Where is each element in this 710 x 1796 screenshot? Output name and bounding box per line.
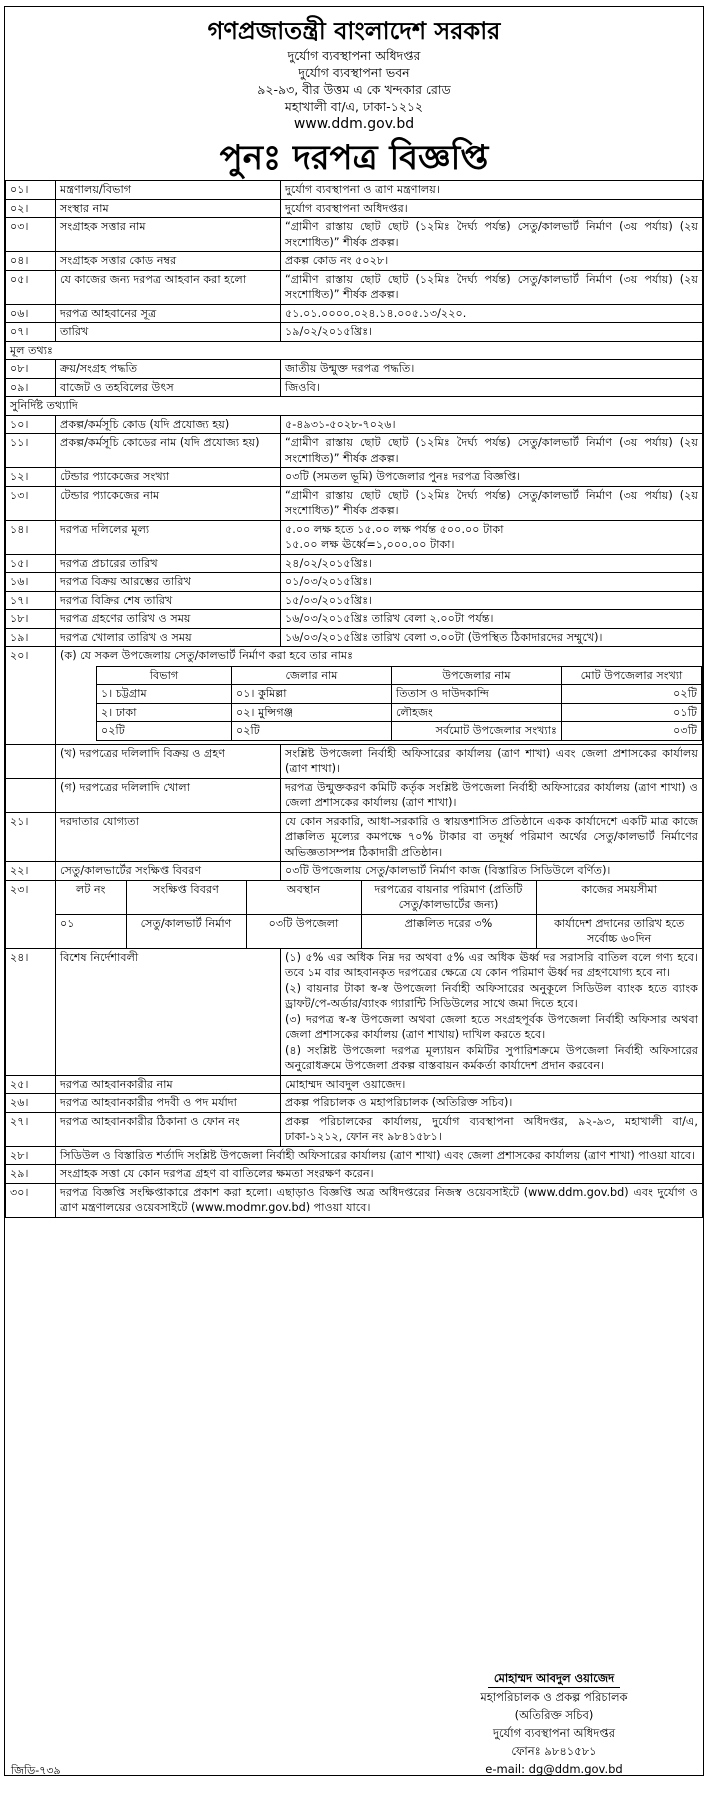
row-number: ০৬।	[6, 304, 56, 323]
row-number: ০১।	[6, 181, 56, 200]
row-value: জিওবি।	[281, 378, 703, 397]
government-name: গণপ্রজাতন্ত্রী বাংলাদেশ সরকার	[207, 17, 501, 45]
row-label: (গ) দরপত্রের দলিলাদি খোলা	[56, 778, 281, 812]
cell: সর্বমোট উপজেলার সংখ্যাঃ	[392, 722, 562, 741]
row-value	[281, 520, 703, 554]
upazila-row	[97, 685, 702, 704]
col-header: জেলার নাম	[232, 666, 392, 685]
row-value: দুর্যোগ ব্যবস্থাপনা অধিদপ্তর।	[281, 199, 703, 218]
table-row	[6, 1094, 703, 1113]
cell: ০২টি	[232, 722, 392, 741]
price-line-1: ৫.০০ লক্ষ হতে ১৫.০০ লক্ষ পর্যন্ত ৫০০.০০ টাকা	[285, 522, 504, 536]
upazila-intro: (ক) যে সকল উপজেলায় সেতু/কালভার্ট নির্মাণ করা হবে তার নামঃ	[60, 649, 354, 662]
col-header: কাজের সময়সীমা	[536, 881, 702, 915]
blank-cell	[6, 778, 56, 812]
row-number: ১১।	[6, 434, 56, 468]
col-header: অবস্থান	[246, 881, 361, 915]
signatory-rank: (অতিরিক্ত সচিব)	[514, 1708, 594, 1722]
row-number: ০৮।	[6, 360, 56, 379]
col-header: মোট উপজেলার সংখ্যা	[562, 666, 702, 685]
row-label: টেন্ডার প্যাকেজের নাম	[56, 486, 281, 520]
notice-table	[5, 180, 703, 1218]
website-link[interactable]: www.ddm.gov.bd	[293, 116, 415, 132]
table-row	[6, 252, 703, 271]
row-label: দরপত্র প্রচারের তারিখ	[56, 554, 281, 573]
row-label: তারিখ	[56, 323, 281, 342]
row-number: ১২।	[6, 468, 56, 487]
instruction-item: (৪) সংশ্লিষ্ট উপজেলা দরপত্র মূল্যায়ন কমিটির সুপারিশক্রমে উপজেলা নির্বাহী অফিসারের অনুরোধক্রমে উপজেলা প্রকল্প বাস্তবায়ন কর্মকর্তা কার্যাদেশ প্রদান করবেন।	[285, 1043, 698, 1072]
upazila-table-wrap	[56, 666, 702, 744]
table-row	[6, 181, 703, 200]
table-row	[6, 647, 703, 745]
row-number: ১৪।	[6, 520, 56, 554]
row-number: ৩০।	[6, 1183, 56, 1217]
signature-block	[419, 1669, 689, 1778]
row-value: দরপত্র উন্মুক্তকরণ কমিটি কর্তৃক সংশ্লিষ্ট উপজেলা নির্বাহী অফিসারের কার্যালয় (ত্রাণ শাখা) ও জেলা প্রশাসকের কার্যালয় (ত্রাণ শাখা)।	[281, 778, 703, 812]
table-row	[6, 378, 703, 397]
row-value: “গ্রামীণ রাস্তায় ছোট ছোট (১২মিঃ দৈর্ঘ্য পর্যন্ত) সেতু/কালভার্ট নির্মাণ (৩য় পর্যায়) (২য় সংশোধিত)” শীর্ষক প্রকল্প।	[281, 486, 703, 520]
row-value: ০৩টি (সমতল ভূমি) উপজেলার পুনঃ দরপত্র বিজ্ঞপ্তি।	[281, 468, 703, 487]
row-label: বাজেট ও তহবিলের উৎস	[56, 378, 281, 397]
table-row	[6, 1183, 703, 1217]
row-number: ১৯।	[6, 628, 56, 647]
table-row	[6, 520, 703, 554]
table-row	[6, 591, 703, 610]
row-number: ২৩।	[6, 880, 56, 948]
signatory-email[interactable]: e-mail: dg@ddm.gov.bd	[485, 1762, 623, 1776]
lot-header-row	[56, 881, 702, 915]
row-value: “গ্রামীণ রাস্তায় ছোট ছোট (১২মিঃ দৈর্ঘ্য পর্যন্ত) সেতু/কালভার্ট নির্মাণ (৩য় পর্যায়) (২য় সংশোধিত)” শীর্ষক প্রকল্প।	[281, 218, 703, 252]
row-value: ৫১.০১.০০০০.০২৪.১৪.০০৫.১৩/২২০.	[281, 304, 703, 323]
cell: ০১	[56, 914, 126, 948]
instruction-item: (৩) দরপত্র স্ব-স্ব উপজেলা অথবা জেলা হতে সংগ্রহপূর্বক উপজেলা নির্বাহী অফিসার অথবা জেলা প্রশাসকের কার্যালয় (ত্রাণ শাখায়) দাখিল করতে হবে।	[285, 1012, 698, 1041]
row-value: ২৪/০২/২০১৫খ্রিঃ।	[281, 554, 703, 573]
row-number: ২৮।	[6, 1146, 56, 1165]
row-value: প্রকল্প পরিচালকের কার্যালয়, দুর্যোগ ব্যবস্থাপনা অধিদপ্তর, ৯২-৯৩, মহাখালী বা/এ, ঢাকা-১২১২, ফোন নং ৯৮৪১৫৮১।	[281, 1112, 703, 1146]
instructions	[281, 948, 703, 1075]
table-row	[6, 812, 703, 862]
row-number: ২৫।	[6, 1075, 56, 1094]
table-row	[6, 948, 703, 1075]
row-label: মন্ত্রণালয়/বিভাগ	[56, 181, 281, 200]
col-header: উপজেলার নাম	[392, 666, 562, 685]
row-number: ২০।	[6, 647, 56, 745]
cell: লৌহজং	[392, 703, 562, 722]
row-label: (খ) দরপত্রের দলিলাদি বিক্রয় ও গ্রহণ	[56, 744, 281, 778]
upazila-table	[96, 666, 702, 741]
row-label: দরপত্র দলিলের মূল্য	[56, 520, 281, 554]
upazila-row	[97, 703, 702, 722]
table-row	[6, 880, 703, 948]
tender-notice-page	[4, 6, 704, 1776]
table-row	[6, 415, 703, 434]
row-label: দরপত্র বিক্রির শেষ তারিখ	[56, 591, 281, 610]
row-number: ১৫।	[6, 554, 56, 573]
cell: ১। চট্টগ্রাম	[97, 685, 232, 704]
cell: ২। ঢাকা	[97, 703, 232, 722]
row-label: দরপত্র আহবানকারীর ঠিকানা ও ফোন নং	[56, 1112, 281, 1146]
table-row	[6, 1075, 703, 1094]
table-row	[6, 1165, 703, 1184]
upazila-header-row	[97, 666, 702, 685]
cell: ০২টি	[97, 722, 232, 741]
notice-title: পুনঃ দরপত্র বিজ্ঞপ্তি	[219, 138, 489, 178]
table-row	[6, 218, 703, 252]
table-row	[6, 486, 703, 520]
row-number: ০২।	[6, 199, 56, 218]
row-number: ০৩।	[6, 218, 56, 252]
instruction-item: (২) বায়নার টাকা স্ব-স্ব উপজেলা নির্বাহী অফিসারের অনুকূলে সিডিউল ব্যাংক হতে ব্যাংক ড্রাফট/পে-অর্ডার/ব্যাংক গ্যারান্টি সিডিউলের সাথে জমা দিতে হবে।	[285, 981, 698, 1010]
price-line-2: ১৫.০০ লক্ষ ঊর্ধ্বে=১,০০০.০০ টাকা।	[285, 538, 455, 551]
gd-code: জিডি-৭৩৯	[11, 1764, 61, 1777]
lot-row	[56, 914, 702, 948]
lot-section	[56, 880, 703, 948]
table-row	[6, 468, 703, 487]
cell: ০৩টি উপজেলা	[246, 914, 361, 948]
row-number: ০৪।	[6, 252, 56, 271]
table-row	[6, 323, 703, 342]
table-row	[6, 862, 703, 881]
row-value: মোহাম্মদ আবদুল ওয়াজেদ।	[281, 1075, 703, 1094]
cell: কার্যাদেশ প্রদানের তারিখ হতে সর্বোচ্চ ৬০দিন	[536, 914, 702, 948]
row-value: প্রকল্প পরিচালক ও মহাপরিচালক (অতিরিক্ত সচিব)।	[281, 1094, 703, 1113]
col-header: সংক্ষিপ্ত বিবরণ	[126, 881, 246, 915]
row-value: জাতীয় উন্মুক্ত দরপত্র পদ্ধতি।	[281, 360, 703, 379]
row-value: ১৬/০৩/২০১৫খ্রিঃ তারিখ বেলা ২.০০টা পর্যন্ত।	[281, 610, 703, 629]
row-label: সংস্থার নাম	[56, 199, 281, 218]
cell: সেতু/কালভার্ট নির্মাণ	[126, 914, 246, 948]
row-value: ৫-৪৯৩১-৫০২৮-৭০২৬।	[281, 415, 703, 434]
row-value: ০১/০৩/২০১৫খ্রিঃ।	[281, 573, 703, 592]
row-number: ১৮।	[6, 610, 56, 629]
col-header: দরপত্রের বায়নার পরিমাণ (প্রতিটি সেতু/কালভার্টের জন্য)	[361, 881, 536, 915]
header	[5, 7, 703, 180]
table-row	[6, 1112, 703, 1146]
row-label: দরপত্র আহবানকারীর নাম	[56, 1075, 281, 1094]
row-number: ০৭।	[6, 323, 56, 342]
table-row	[6, 270, 703, 304]
section-heading: মূল তথ্যঃ	[6, 341, 703, 360]
section-row	[6, 397, 703, 416]
signatory-designation: মহাপরিচালক ও প্রকল্প পরিচালক	[480, 1690, 628, 1704]
row-value: যে কোন সরকারি, আধা-সরকারি ও স্বায়ত্তশাসিত প্রতিষ্ঠানে একক কার্যাদেশে একটি মাত্র কাজে প্রাক্কলিত মূল্যের কমপক্ষে ৭০% টাকার বা তদূর্ধ্ব পরিমাণ অর্থের সেতু/কালভার্ট নির্মাণের অভিজ্ঞতাসম্পন্ন ঠিকাদারী প্রতিষ্ঠান।	[281, 812, 703, 862]
row-number: ১৩।	[6, 486, 56, 520]
instruction-item: (১) ৫% এর অধিক নিম্ন দর অথবা ৫% এর অধিক ঊর্ধ্ব দর সরাসরি বাতিল বলে গণ্য হবে। তবে ১ম বার আহবানকৃত দরপত্রের ক্ষেত্রে যে কোন পরিমাণ ঊর্ধ্ব দর গ্রহণযোগ্য হবে না।	[285, 950, 698, 979]
row-label: সংগ্রাহক সত্তার নাম	[56, 218, 281, 252]
row-value: ০৩টি উপজেলায় সেতু/কালভার্ট নির্মাণ কাজ (বিস্তারিত সিডিউলে বর্ণিত)।	[281, 862, 703, 881]
row-number: ০৫।	[6, 270, 56, 304]
cell: তিতাস ও দাউদকান্দি	[392, 685, 562, 704]
city-line: মহাখালী বা/এ, ঢাকা-১২১২	[284, 99, 424, 114]
upazila-section	[56, 647, 703, 745]
address-line: ৯২-৯৩, বীর উত্তম এ কে খন্দকার রোড	[257, 82, 451, 97]
lot-table	[56, 881, 702, 948]
row-value: ১৯/০২/২০১৫খ্রিঃ।	[281, 323, 703, 342]
table-row	[6, 304, 703, 323]
row-value: দুর্যোগ ব্যবস্থাপনা ও ত্রাণ মন্ত্রণালয়।	[281, 181, 703, 200]
row-value: সংগ্রাহক সত্তা যে কোন দরপত্র গ্রহণ বা বাতিলের ক্ষমতা সংরক্ষণ করেন।	[56, 1165, 703, 1184]
row-label: ক্রয়/সংগ্রহ পদ্ধতি	[56, 360, 281, 379]
row-value: “গ্রামীণ রাস্তায় ছোট ছোট (১২মিঃ দৈর্ঘ্য পর্যন্ত) সেতু/কালভার্ট নির্মাণ (৩য় পর্যায়) (২য় সংশোধিত)” শীর্ষক প্রকল্প।	[281, 434, 703, 468]
signatory-office: দুর্যোগ ব্যবস্থাপনা অধিদপ্তর	[492, 1726, 616, 1740]
row-value: দরপত্র বিজ্ঞপ্তি সংক্ষিপ্তাকারে প্রকাশ করা হলো। এছাড়াও বিজ্ঞপ্তি অত্র অধিদপ্তরের নিজস্ব ওয়েবসাইটে (www.ddm.gov.bd) এবং দুর্যোগ ও ত্রাণ মন্ত্রণালয়ের ওয়েবসাইটে (www.modmr.gov.bd) পাওয়া যাবে।	[56, 1183, 703, 1217]
row-label: যে কাজের জন্য দরপত্র আহবান করা হলো	[56, 270, 281, 304]
table-row	[6, 744, 703, 778]
col-header: লট নং	[56, 881, 126, 915]
row-number: ২১।	[6, 812, 56, 862]
cell: প্রাক্কলিত দরের ৩%	[361, 914, 536, 948]
row-label: সংগ্রাহক সত্তার কোড নম্বর	[56, 252, 281, 271]
row-label: দরপত্র বিক্রয় আরম্ভের তারিখ	[56, 573, 281, 592]
table-row	[6, 1146, 703, 1165]
row-value: সিডিউল ও বিস্তারিত শর্তাদি সংশ্লিষ্ট উপজেলা নির্বাহী অফিসারের কার্যালয় (ত্রাণ শাখা) এবং জেলা প্রশাসকের কার্যালয় (ত্রাণ শাখা) পাওয়া যাবে।	[56, 1146, 703, 1165]
row-value: সংশ্লিষ্ট উপজেলা নির্বাহী অফিসারের কার্যালয় (ত্রাণ শাখা) এবং জেলা প্রশাসকের কার্যালয় (ত্রাণ শাখা)।	[281, 744, 703, 778]
row-label: দরপত্র গ্রহণের তারিখ ও সময়	[56, 610, 281, 629]
department-name: দুর্যোগ ব্যবস্থাপনা অধিদপ্তর	[287, 48, 421, 63]
cell: ০২টি	[562, 685, 702, 704]
row-number: ১৭।	[6, 591, 56, 610]
table-row	[6, 778, 703, 812]
col-header: বিভাগ	[97, 666, 232, 685]
row-number: ০৯।	[6, 378, 56, 397]
section-row	[6, 341, 703, 360]
row-label: দরপত্র খোলার তারিখ ও সময়	[56, 628, 281, 647]
row-label: প্রকল্প/কর্মসূচি কোড (যদি প্রযোজ্য হয়)	[56, 415, 281, 434]
row-number: ২২।	[6, 862, 56, 881]
row-value: ১৫/০৩/২০১৫খ্রিঃ।	[281, 591, 703, 610]
row-number: ২৯।	[6, 1165, 56, 1184]
row-value: ১৬/০৩/২০১৫খ্রিঃ তারিখ বেলা ৩.০০টা (উপস্থিত ঠিকাদারদের সম্মুখে)।	[281, 628, 703, 647]
table-row	[6, 628, 703, 647]
row-number: ২৭।	[6, 1112, 56, 1146]
signatory-phone: ফোনঃ ৯৮৪১৫৮১	[511, 1744, 597, 1758]
row-value: “গ্রামীণ রাস্তায় ছোট ছোট (১২মিঃ দৈর্ঘ্য পর্যন্ত) সেতু/কালভার্ট নির্মাণ (৩য় পর্যায়) (২য় সংশোধিত)” শীর্ষক প্রকল্প।	[281, 270, 703, 304]
row-label: সেতু/কালভার্টের সংক্ষিপ্ত বিবরণ	[56, 862, 281, 881]
table-row	[6, 434, 703, 468]
row-label: দরপত্র আহবানকারীর পদবী ও পদ মর্যাদা	[56, 1094, 281, 1113]
row-label: দরদাতার যোগ্যতা	[56, 812, 281, 862]
row-number: ২৪।	[6, 948, 56, 1075]
table-row	[6, 610, 703, 629]
cell: ০২। মুন্সিগঞ্জ	[232, 703, 392, 722]
table-row	[6, 573, 703, 592]
row-number: ১০।	[6, 415, 56, 434]
cell: ০৩টি	[562, 722, 702, 741]
row-value: প্রকল্প কোড নং ৫০২৮।	[281, 252, 703, 271]
blank-cell	[6, 744, 56, 778]
table-row	[6, 199, 703, 218]
table-row	[6, 360, 703, 379]
table-row	[6, 554, 703, 573]
row-number: ২৬।	[6, 1094, 56, 1113]
section-heading: সুনির্দিষ্ট তথ্যাদি	[6, 397, 703, 416]
row-label: টেন্ডার প্যাকেজের সংখ্যা	[56, 468, 281, 487]
cell: ০১টি	[562, 703, 702, 722]
building-name: দুর্যোগ ব্যবস্থাপনা ভবন	[298, 65, 410, 80]
signatory-name: মোহাম্মদ আবদুল ওয়াজেদ	[488, 1669, 620, 1688]
row-label: দরপত্র আহবানের সূত্র	[56, 304, 281, 323]
row-label: বিশেষ নির্দেশাবলী	[56, 948, 281, 1075]
cell: ০১। কুমিল্লা	[232, 685, 392, 704]
row-label: প্রকল্প/কর্মসূচি কোডের নাম (যদি প্রযোজ্য হয়)	[56, 434, 281, 468]
upazila-row	[97, 722, 702, 741]
row-number: ১৬।	[6, 573, 56, 592]
